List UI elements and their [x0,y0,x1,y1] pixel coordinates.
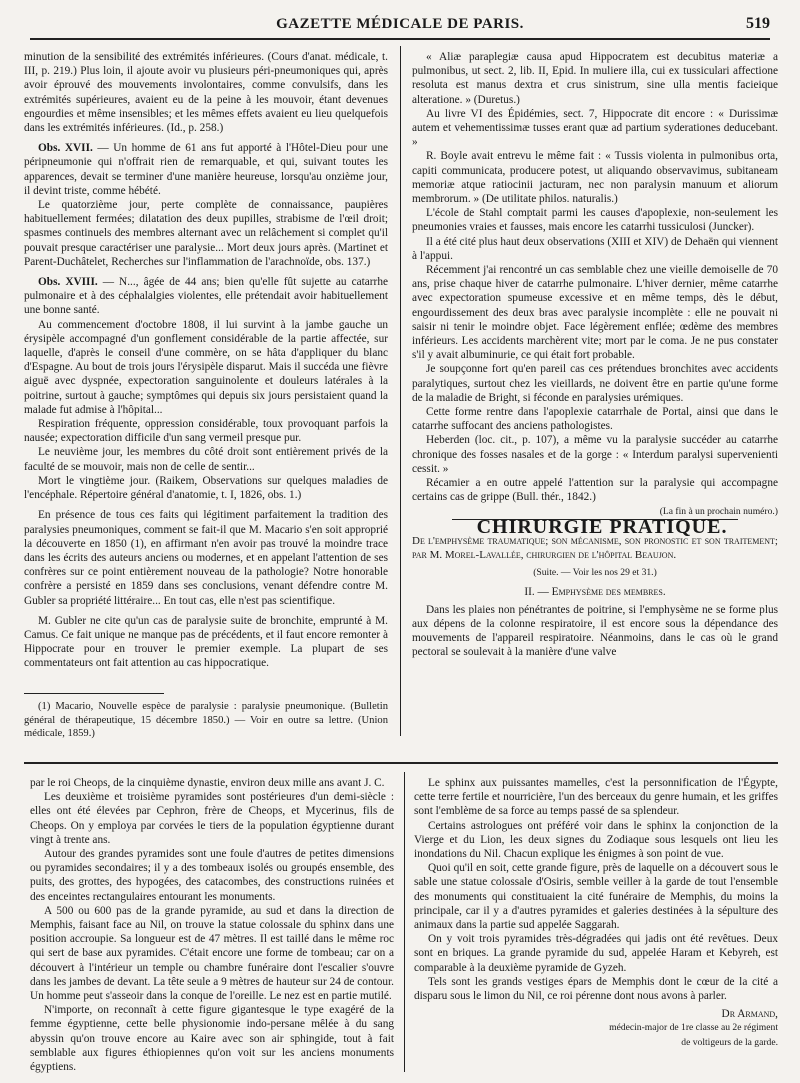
paragraph: Certains astrologues ont préféré voir dans le sphinx la conjonction de la Vierge et du Lion, les deux signes du Zodiaque sous lesquels ont lieu les inondations du Nil. Chacun explique les énigmes à son point de vue. [414,819,778,861]
paragraph: A 500 ou 600 pas de la grande pyramide, au sud et dans la direction de Memphis, faisant face au Nil, on trouve la statue colossale du sphinx dans une position accroupie. Sa longueur est de 47 mètres. Il est taillé dans le même roc qui sert de base aux pyramides. C'était encore une forme de tombeau; car on a découvert à l'intérieur un temple ou chambre funéraire dont l'escalier s'ouvre dans les jambes de devant. La tête seule a 9 mètres de hauteur sur 24 de contour. Un homme peut s'asseoir dans la conque de l'oreille. Le nez est en partie mutilé. [30,904,394,1003]
observation-text: — Un homme de 61 ans fut apporté à l'Hôtel-Dieu pour une péripneumonie qui n'offrait rien de remarquable, et qui, suivant toutes les apparences, devait se terminer d'une manière heureuse, lorsqu'au onzième jour, il devint triste, comme hébété. [24,142,388,197]
paragraph: Au livre VI des Épidémies, sect. 7, Hippocrate dit encore : « Durissimæ autem et vehementissimæ tusses erant quæ ad partium syderationes deducebant. » [412,107,778,149]
signature-title: de voltigeurs de la garde. [681,1036,778,1048]
paragraph: Les deuxième et troisième pyramides sont postérieures d'un demi-siècle : elles ont été élevées par Cephron, frère de Cheops, et Mycerinus, fils de Cheops. On y employa par corvées le tiers de la population égyptienne durant vingt à trente ans. [30,791,394,846]
paragraph: N'importe, on reconnaît à cette figure gigantesque le type exagéré de la femme égyptienne, cette belle physionomie indo-persane mêlée à du sang abyssin qu'on trouve encore au Kaire avec son air sphingide, tout à fait semblable aux figures éthiopiennes qu'on voit sur les anciens monuments égyptiens. [30,1004,394,1074]
observation-text: — N..., âgée de 44 ans; bien qu'elle fût sujette au catarrhe pulmonaire et à des céphalalgies violentes, elle prétendait avoir habituellement une bonne santé. [24,276,388,317]
section-title: CHIRURGIE PRATIQUE. [476,515,728,538]
column-left-bottom [30,776,394,1074]
paragraph: Le sphinx aux puissantes mamelles, c'est la personnification de l'Égypte, cette terre fertile et nourricière, l'un des berceaux du genre humain, et les griffes sont l'emblème de sa force au temps passé de sa splendeur. [414,777,778,818]
signature: Dr Armand, [721,1008,778,1021]
paragraph: Au commencement d'octobre 1808, il lui survint à la jambe gauche un érysipèle accompagné d'un gonflement considérable de la partie affectée, sur laquelle, d'après le conseil d'une commère, on se hâta d'appliquer du blanc d'Espagne. Au bout de trois jours l'érysipèle disparut. Mais il succéda une fièvre aiguë avec dyspnée, expectoration sanguinolente et douleurs latérales à la poitrine, surtout à gauche; symptômes qui depuis six jours persistaient quand la malade fut admise à l'hôpital... [24,318,388,416]
column-right-top [412,50,778,660]
paragraph: Je soupçonne fort qu'en pareil cas ces prétendues bronchites avec accidents paralytiques, surtout chez les vieillards, ne doivent être en partie qu'une forme de la maladie de Bright, si féconde en paralysies urémiques. [412,363,778,404]
paragraph: par le roi Cheops, de la cinquième dynastie, environ deux mille ans avant J. C. [30,777,385,789]
journal-title: GAZETTE MÉDICALE DE PARIS. [276,16,524,32]
paragraph: Mort le vingtième jour. (Raikem, Observations sur quelques maladies de l'encéphale. Répertoire général d'anatomie, t. I, 1826, obs. 1.) [24,474,388,502]
paragraph: Dans les plaies non pénétrantes de poitrine, si l'emphysème ne se forme plus aux dépens de la colonne respiratoire, il est encore sous la dépendance des mouvements de l'appareil respiratoire. Néanmoins, dans le cas où le grand pectoral se soulevait à la manière d'une valve [412,603,778,659]
paragraph: L'école de Stahl comptait parmi les causes d'apoplexie, non-seulement les pneumonies vraies et fausses, mais encore les catarrhi tussiculosi (Juncker). [412,207,778,234]
column-divider-top [400,46,401,736]
column-divider-bottom [404,772,405,1072]
signature-title: médecin-major de 1re classe au 2e régiment [609,1022,778,1034]
observation-label: Obs. XVII. [38,142,93,155]
paragraph: Quoi qu'il en soit, cette grande figure, près de laquelle on a découvert sous le sable une statue colossale d'Osiris, semble veiller à la garde de tout l'ensemble des monuments qui constituaient la cité funéraire de Memphis, du moins la principale, car il y a d'autres pyramides et galeries destinées à la sépulture des animaux dans la partie sud appelée Saggarah. [414,862,778,932]
observation-17 [24,141,388,198]
paragraph: En présence de tous ces faits qui légitiment parfaitement la tradition des paralysies pneumoniques, comment se fait-il que M. Macario s'en soit approprié la découverte en 1850 (1), en affirmant n'en avoir pas trouvé la moindre trace dans les écrits des auteurs anciens ou modernes, et en appelant l'attention de ses confrères sur ce point entièrement nouveau de la pathologie? Notre honorable confrère a persisté en 1859 dans ses conclusions, venant défendre contre M. Gubler sa propriété littéraire... En tout cas, elle n'est pas scientifique. [24,509,388,607]
continuation-note: (La fin à un prochain numéro.) [659,505,778,517]
page-header [30,14,770,40]
paragraph: Respiration fréquente, oppression considérable, toux provoquant parfois la nausée; expectoration difficile d'un sang vermeil presque pur. [24,418,388,445]
footnote-rule [24,693,164,694]
paragraph: Autour des grandes pyramides sont une foule d'autres de petites dimensions ou pyramides secondaires; il y a des tombeaux isolés ou groupés ensemble, des puits, des grottes, des hypogées, des catacombes, des constructions ruinées et des enceintes rectangulaires entourant les monuments. [30,848,394,903]
paragraph: R. Boyle avait entrevu le même fait : « Tussis violenta in pulmonibus orta, capiti communicata, producere potest, ut aliquando observavimus, subitaneam memoriæ atque ratiocinii jacturam, nec non paralysin manuum et aliorum membrorum. » (De utilitate philos. naturalis.) [412,150,778,206]
paragraph: Heberden (loc. cit., p. 107), a même vu la paralysie succéder au catarrhe chronique des fosses nasales et de la gorge : « Interdum paralysi supervenienti cessit. » [412,434,778,475]
footnote-text: (1) Macario, Nouvelle espèce de paralysie : paralysie pneumonique. (Bulletin général de thérapeutique, 15 décembre 1850.) — Voir en outre sa lettre. (Union médicale, 1859.) [24,701,388,739]
column-right-bottom [414,776,778,1050]
paragraph: Le quatorzième jour, perte complète de connaissance, paupières habituellement fermées; dilatation des deux pupilles, strabisme de l'œil droit; spasmes continuels des membres alternant avec un relâchement si complet qu'il pouvait presque caractériser une paralysie... Mort deux jours après. (Martinet et Parent-Duchâtelet, Recherches sur l'inflammation de l'arachnoïde, obs. 137.) [24,199,388,268]
paragraph: « Aliæ paraplegiæ causa apud Hippocratem est decubitus materiæ a pulmonibus, ut sect. 2, lib. II, Epid. In muliere illa, cui ex tussiculari affectione resoluta est manus dextra et crus sinistrum, sine ulla mentis facieique alteratione. » (Duretus.) [412,51,778,106]
paragraph: Récamier a en outre appelé l'attention sur la paralysie qui accompagne certains cas de grippe (Bull. thér., 1842.) [412,477,778,504]
paragraph: Le neuvième jour, les membres du côté droit sont entièrement privés de la faculté de se mouvoir, mais non de celle de sentir... [24,446,388,473]
paragraph: M. Gubler ne cite qu'un cas de paralysie suite de bronchite, emprunté à M. Camus. Ce fait unique ne manque pas de précédents, et il faut encore remonter à Hippocrate pour en trouver le premier exemple. La plupart de ses commentateurs ont fait attention au cas hippocratique. [24,614,388,670]
paragraph: minution de la sensibilité des extrémités inférieures. (Cours d'anat. médicale, t. III, p. 219.) Plus loin, il ajoute avoir vu plusieurs péri-pneumoniques qui, après avoir éprouvé des mouvements involontaires, comme convulsifs, dans les extrémités supérieures, avaient eu de la peine à les mouvoir, étant devenues engourdies et même insensibles; et les mêmes effets avaient eu lieu quelquefois dans les extrémités inférieures. (Id., p. 258.) [24,51,388,135]
article-title: De l'emphysème traumatique; son mécanisme, son pronostic et son traitement; par M. Morel-Lavallée, chirurgien de l'hôpital Beaujon. [412,534,778,562]
column-left-top [24,50,388,671]
paragraph: Récemment j'ai rencontré un cas semblable chez une vieille demoiselle de 70 ans, prise chaque hiver de catarrhe pulmonaire. L'hiver dernier, même catarrhe avec expectoration spumeuse excessive et en même temps, dès le début, engourdissement des deux bras avec paralysie incomplète : elle ne pouvait ni saisir ni tenir le moindre objet. Face légèrement enflée; œdème des membres inférieurs. Les accidents marchèrent vite; mort par le coma. Je ne pus constater s'il y avait albuminurie, ce qui était fort probable. [412,264,778,362]
paragraph: On y voit trois pyramides très-dégradées qui jadis ont été revêtues. Deux sont en briques. La grande pyramide du sud, appelée Haram et Kebyreh, est comparable à la deuxième pyramide de Gyzeh. [414,933,778,974]
footnote [24,700,388,741]
article-suite: (Suite. — Voir les nos 29 et 31.) [533,567,657,579]
paragraph: Tels sont les grands vestiges épars de Memphis dont le cœur de la cité a disparu sous le limon du Nil, ce roi pérenne dont nous avons à parler. [414,975,778,1003]
paragraph: Cette forme rentre dans l'apoplexie catarrhale de Portal, ainsi que dans le catarrhe suffocant des anciens pathologistes. [412,406,778,433]
subheading: II. — Emphysème des membres. [524,585,666,598]
observation-label: Obs. XVIII. [38,276,98,289]
section-divider [24,762,778,764]
observation-18 [24,275,388,318]
page-number: 519 [746,15,770,32]
paragraph: Il a été cité plus haut deux observations (XIII et XIV) de Dehaën qui viennent à l'appui. [412,235,778,262]
